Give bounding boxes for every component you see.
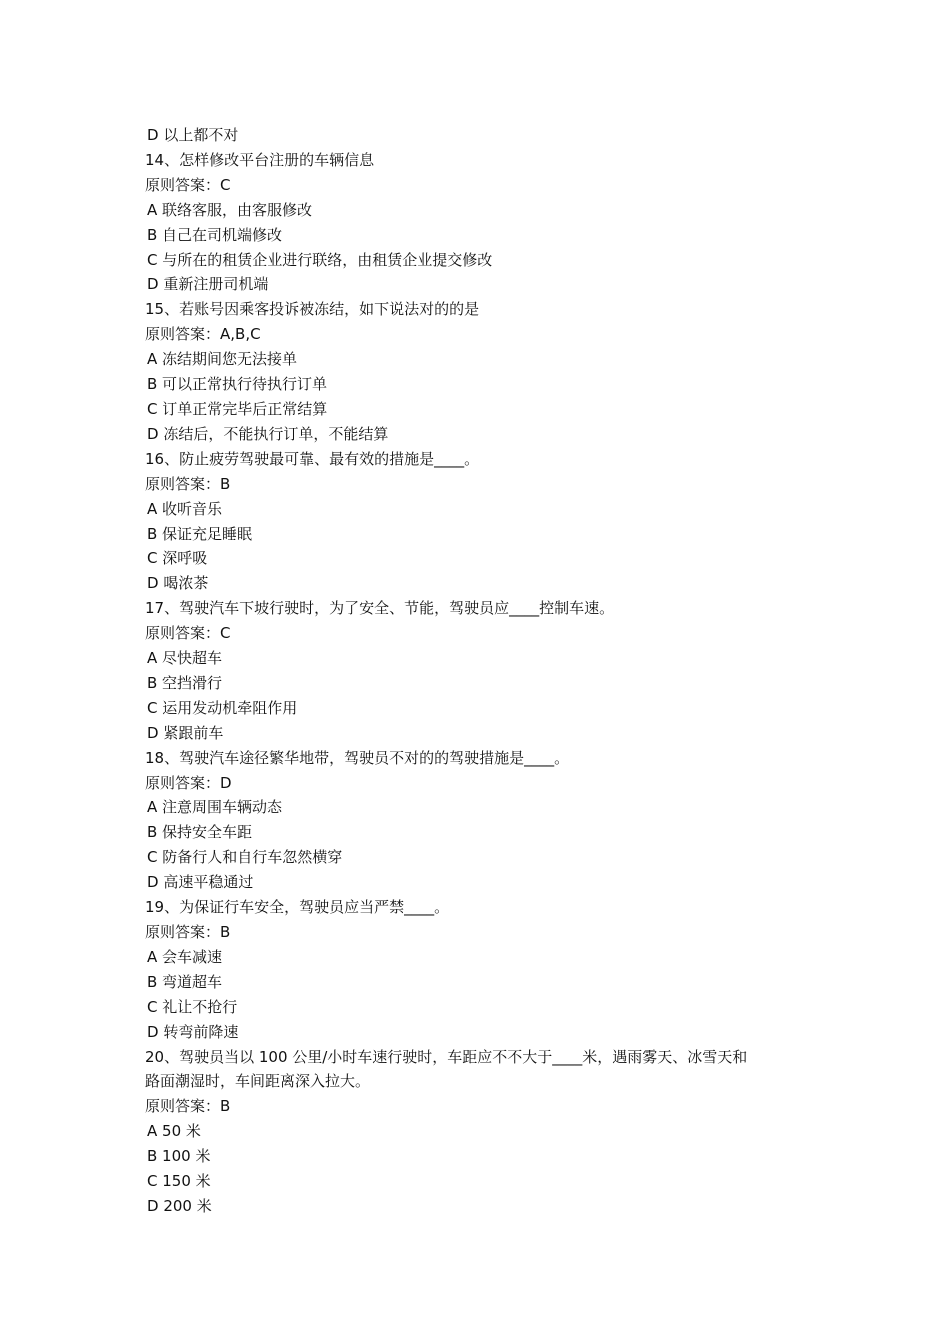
answer-option: B 弯道超车 xyxy=(147,972,223,991)
answer-option: C 礼让不抢行 xyxy=(147,997,238,1016)
question-text: 16、防止疲劳驾驶最可靠、最有效的措施是____。 xyxy=(145,449,480,468)
answer-option: A 联络客服，由客服修改 xyxy=(147,200,313,219)
answer-option: A 注意周围车辆动态 xyxy=(147,798,283,817)
question-list xyxy=(145,123,815,1219)
standard-answer: 原则答案：B xyxy=(145,1097,231,1116)
answer-option: C 与所在的租赁企业进行联络，由租赁企业提交修改 xyxy=(147,250,493,269)
answer-option: B 保持安全车距 xyxy=(147,823,253,842)
answer-option: C 订单正常完毕后正常结算 xyxy=(147,399,328,418)
answer-option: A 收听音乐 xyxy=(147,499,223,518)
answer-option: D 转弯前降速 xyxy=(147,1022,239,1041)
question-text: 17、驾驶汽车下坡行驶时，为了安全、节能，驾驶员应____控制车速。 xyxy=(145,599,615,618)
question-text: 19、为保证行车安全，驾驶员应当严禁____。 xyxy=(145,898,450,917)
standard-answer: 原则答案：A,B,C xyxy=(145,325,261,344)
answer-option: D 高速平稳通过 xyxy=(147,873,254,892)
answer-option: C 150 米 xyxy=(147,1172,211,1191)
question-text: 20、驾驶员当以 100 公里/小时车速行驶时，车距应不不大于____米，遇雨雾天、冰雪天和 xyxy=(145,1047,748,1066)
answer-option: A 会车减速 xyxy=(147,947,223,966)
answer-option: C 防备行人和自行车忽然横穿 xyxy=(147,848,343,867)
answer-option: B 100 米 xyxy=(147,1147,211,1166)
question-text: 15、若账号因乘客投诉被冻结，如下说法对的的是 xyxy=(145,300,480,319)
answer-option: B 空挡滑行 xyxy=(147,673,223,692)
question-text: 18、驾驶汽车途径繁华地带，驾驶员不对的的驾驶措施是____。 xyxy=(145,748,570,767)
question-text: 14、怎样修改平台注册的车辆信息 xyxy=(145,150,375,169)
question-text: 路面潮湿时，车间距离深入拉大。 xyxy=(145,1072,371,1091)
answer-option: B 自己在司机端修改 xyxy=(147,225,283,244)
answer-option: B 保证充足睡眠 xyxy=(147,524,253,543)
answer-option: B 可以正常执行待执行订单 xyxy=(147,375,328,394)
answer-option: A 冻结期间您无法接单 xyxy=(147,350,298,369)
answer-option: A 尽快超车 xyxy=(147,649,223,668)
answer-option: C 深呼吸 xyxy=(147,549,208,568)
standard-answer: 原则答案：B xyxy=(145,474,231,493)
standard-answer: 原则答案：D xyxy=(145,773,232,792)
standard-answer: 原则答案：B xyxy=(145,923,231,941)
answer-option: D 冻结后，不能执行订单，不能结算 xyxy=(147,424,389,443)
answer-option: D 200 米 xyxy=(147,1196,212,1215)
answer-option: D 以上都不对 xyxy=(147,126,239,144)
answer-option: D 重新注册司机端 xyxy=(147,275,269,294)
standard-answer: 原则答案：C xyxy=(145,175,231,194)
answer-option: D 紧跟前车 xyxy=(147,723,224,742)
answer-option: C 运用发动机牵阻作用 xyxy=(147,698,298,717)
standard-answer: 原则答案：C xyxy=(145,624,231,643)
answer-option: A 50 米 xyxy=(147,1122,201,1141)
answer-option: D 喝浓茶 xyxy=(147,574,209,593)
